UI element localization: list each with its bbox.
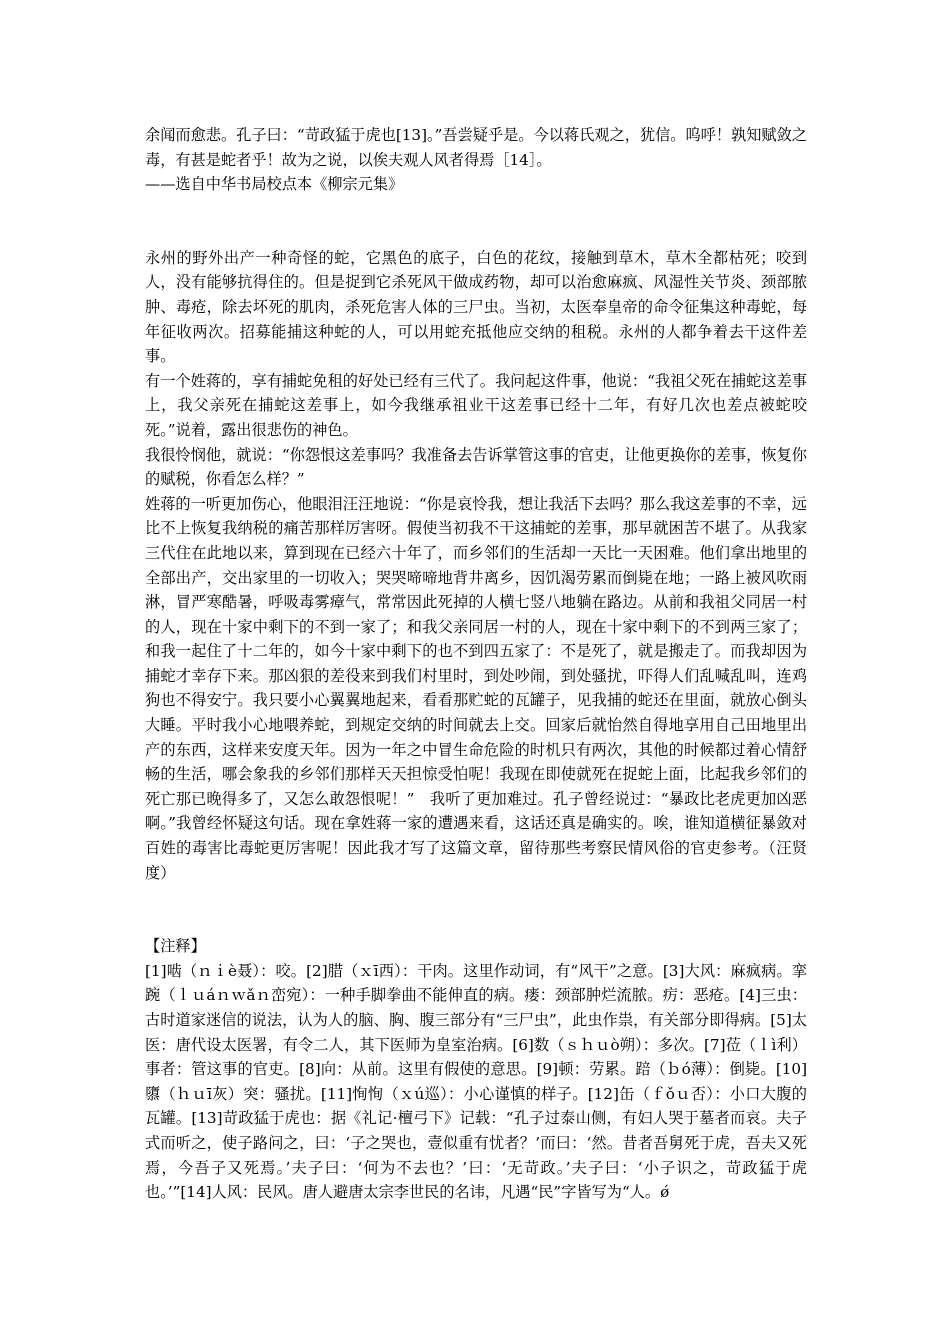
section-gap: [145, 197, 807, 246]
notes-heading: 【注释】: [145, 937, 206, 956]
translation-paragraph: 永州的野外出产一种奇怪的蛇，它黑色的底子，白色的花纹，接触到草木，草木全都枯死；咬到人，没有能够抗得住的。但是捉到它杀死风干做成药物，却可以治愈麻疯、风湿性关节炎、颈部脓肿、毒疮，除去坏死的肌肉，杀死危害人体的三尸虫。当初，太医奉皇帝的命令征集这种毒蛇，每年征收两次。招募能捕这种蛇的人，可以用蛇充抵他应交纳的租税。永州的人都争着去干这件差事。: [145, 248, 807, 366]
source-line: ——选自中华书局校点本《柳宗元集》: [145, 175, 404, 194]
translation-paragraph: 有一个姓蒋的，享有捕蛇免租的好处已经有三代了。我问起这件事，他说：“我祖父死在捕蛇这差事上，我父亲死在捕蛇这差事上，如今我继承祖业干这差事已经十二年，有好几次也差点被蛇咬死。”说着，露出很悲伤的神色。: [145, 371, 807, 439]
document-page: [145, 123, 807, 1205]
translation-paragraph: 姓蒋的一听更加伤心，他眼泪汪汪地说：“你是哀怜我，想让我活下去吗？那么我这差事的不幸，远比不上恢复我纳税的痛苦那样厉害呀。假使当初我不干这捕蛇的差事，那早就困苦不堪了。从我家三代住在此地以来，算到现在已经六十年了，而乡邻们的生活却一天比一天困难。他们拿出地里的全部出产，交出家里的一切收入；哭哭啼啼地背井离乡，因饥渴劳累而倒毙在地；一路上被风吹雨淋，冒严寒酷暑，呼吸毒雾瘴气，常常因此死掉的人横七竖八地躺在路边。从前和我祖父同居一村的人，现在十家中剩下的不到一家了；和我父亲同居一村的人，现在十家中剩下的不到两三家了；和我一起住了十二年的，如今十家中剩下的也不到四五家了：不是死了，就是搬走了。而我却因为捕蛇才幸存下来。那凶狠的差役来到我们村里时，到处吵闹，到处骚扰，吓得人们乱喊乱叫，连鸡狗也不得安宁。我只要小心翼翼地起来，看看那贮蛇的瓦罐子，见我捕的蛇还在里面，就放心倒头大睡。平时我小心地喂养蛇，到规定交纳的时间就去上交。回家后就怡然自得地享用自己田地里出产的东西，这样来安度天年。因为一年之中冒生命危险的时机只有两次，其他的时候都过着心情舒畅的生活，哪会象我的乡邻们那样天天担惊受怕呢！我现在即使就死在捉蛇上面，比起我乡邻们的死亡那已晚得多了，又怎么敢怨恨呢！” 我听了更加难过。孔子曾经说过：“暴政比老虎更加凶恶啊。”我曾经怀疑这句话。现在拿姓蒋一家的遭遇来看，这话还真是确实的。唉，谁知道横征暴敛对百姓的毒害比毒蛇更厉害呢！因此我才写了这篇文章，留待那些考察民情风俗的官吏参考。（汪贤度）: [145, 494, 807, 882]
intro-paragraph: 余闻而愈悲。孔子曰：“苛政猛于虎也[13]。”吾尝疑乎是。今以蒋氏观之，犹信。呜呼！孰知赋敛之毒，有甚是蛇者乎！故为之说，以俟夫观人风者得焉［14］。: [145, 126, 807, 169]
translation-paragraph: 我很怜悯他，就说：“你怨恨这差事吗？我准备去告诉掌管这事的官吏，让他更换你的差事，恢复你的赋税，你看怎么样？”: [145, 445, 807, 489]
notes-paragraph: [1]啮（ｎｉè聂）：咬。[2]腊（ｘī西）：干肉。这里作动词，有“风干”之意。[3]大风：麻疯病。挛踠（ｌｕáｎｗǎｎ峦宛）：一种手脚拳曲不能伸直的病。瘘：颈部肿烂流脓。疠：恶疮。[4]三虫：古时道家迷信的说法，认为人的脑、胸、腹三部分有“三尸虫”，此虫作祟，有关部分即得病。[5]太医：唐代设太医署，有令二人，其下医师为皇室治病。[6]数（ｓｈｕò朔）：多次。[7]莅（ｌì利）事者：管这事的官吏。[8]向：从前。这里有假使的意思。[9]顿：劳累。踣（ｂó薄）：倒毙。[10]隳（ｈｕī灰）突：骚扰。[11]恂恂（ｘú巡）：小心谨慎的样子。[12]缶（ｆǒｕ否）：小口大腹的瓦罐。[13]苛政猛于虎也：据《礼记·檀弓下》记载：“孔子过泰山侧，有妇人哭于墓者而哀。夫子式而听之，使子路问之，曰：‘子之哭也，壹似重有忧者？’而曰：‘然。昔者吾舅死于虎，吾夫又死焉，今吾子又死焉。’夫子曰：‘何为不去也？’曰：‘无苛政。’夫子曰：‘小子识之，苛政猛于虎也。’”[14]人风：民风。唐人避唐太宗李世民的名讳，凡遇“民”字皆写为“人。ǿ: [145, 961, 807, 1202]
section-gap: [145, 885, 807, 934]
